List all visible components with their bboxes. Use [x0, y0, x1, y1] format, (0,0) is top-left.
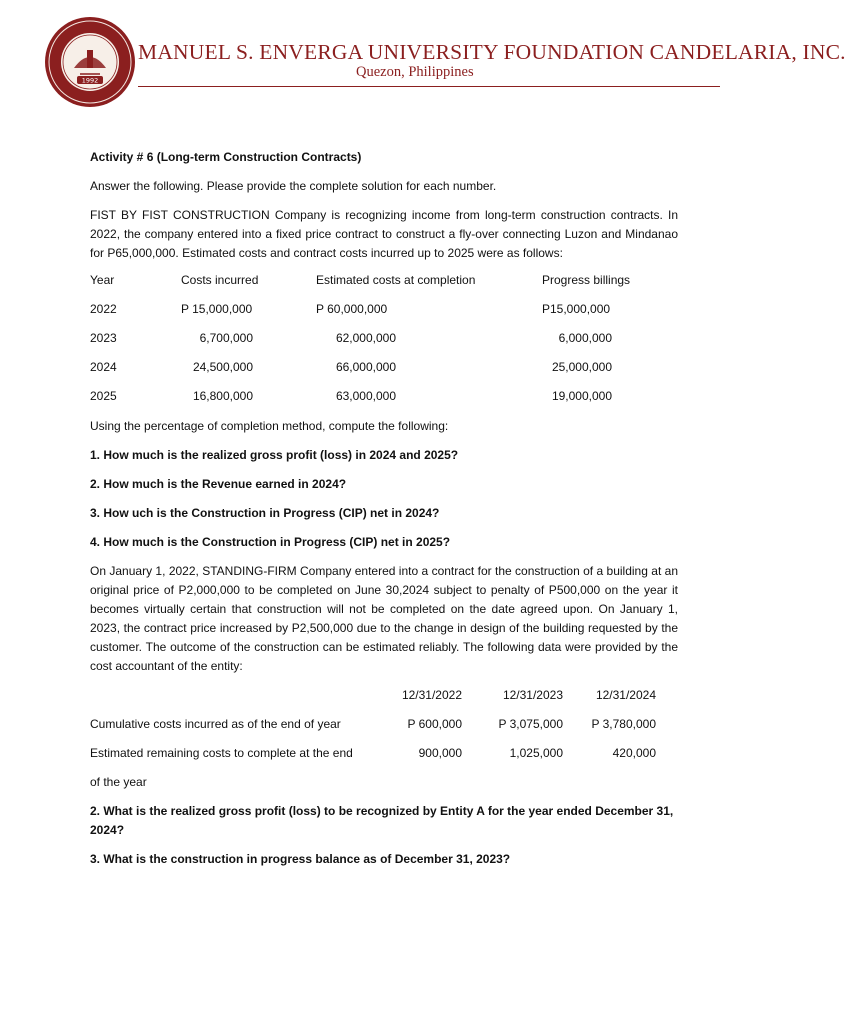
table-row — [90, 387, 678, 416]
table-cell: 63,000,000 — [335, 389, 396, 403]
table-cell: 16,800,000 — [192, 389, 253, 403]
table-cell: 25,000,000 — [551, 360, 612, 374]
table-cell: 19,000,000 — [551, 389, 612, 403]
question-1: 1. How much is the realized gross profit (loss) in 2024 and 2025? — [90, 448, 459, 462]
row-label-continuation: of the year — [90, 775, 147, 789]
column-header: 12/31/2024 — [595, 688, 656, 702]
letterhead — [0, 0, 846, 110]
column-header: Estimated costs at completion — [316, 273, 476, 287]
table-cell: 1,025,000 — [509, 746, 563, 760]
table-cell: P 15,000,000 — [181, 302, 253, 316]
table-cell: 900,000 — [418, 746, 462, 760]
activity-title: Activity # 6 (Long-term Construction Contracts) — [90, 150, 362, 164]
question-3: 3. How uch is the Construction in Progress (CIP) net in 2024? — [90, 506, 440, 520]
table-row — [90, 300, 678, 329]
instruction-text: Answer the following. Please provide the complete solution for each number. — [90, 179, 497, 193]
column-header: Costs incurred — [181, 273, 259, 287]
university-seal-logo — [44, 16, 136, 108]
header-divider — [138, 86, 720, 87]
table-row — [90, 744, 678, 773]
svg-text:1992: 1992 — [81, 76, 99, 85]
table-cell: 6,700,000 — [199, 331, 253, 345]
table-cell: P 3,780,000 — [591, 717, 656, 731]
table-cell: 2025 — [90, 389, 117, 403]
question-3b: 3. What is the construction in progress balance as of December 31, 2023? — [90, 852, 511, 866]
table-row — [90, 358, 678, 387]
table-cell: P 60,000,000 — [316, 302, 388, 316]
table-cell: 2023 — [90, 331, 117, 345]
column-header: 12/31/2023 — [502, 688, 563, 702]
table-header-row — [90, 686, 678, 715]
table-cell: 420,000 — [612, 746, 656, 760]
problem1-intro: FIST BY FIST CONSTRUCTION Company is recognizing income from long-term construction contracts. In 2022, the company entered into a fixed price contract to construct a fly-over connecting Luzon and Mindanao for P65,000,000. Estimated costs and contract costs incurred up to 2025 were as follows: — [90, 208, 678, 260]
table-cell: 66,000,000 — [335, 360, 396, 374]
cost-data-table — [90, 686, 678, 802]
table-cell: P 600,000 — [407, 717, 462, 731]
table-cell: 24,500,000 — [192, 360, 253, 374]
question-2b: 2. What is the realized gross profit (loss) to be recognized by Entity A for the year ended December 31, 2024? — [90, 804, 674, 837]
question-4: 4. How much is the Construction in Progress (CIP) net in 2025? — [90, 535, 451, 549]
table-row — [90, 715, 678, 744]
table-cell: P 3,075,000 — [498, 717, 563, 731]
method-prompt: Using the percentage of completion method, compute the following: — [90, 419, 449, 433]
table-row — [90, 773, 678, 802]
university-name: MANUEL S. ENVERGA UNIVERSITY FOUNDATION CANDELARIA, INC. — [138, 40, 846, 64]
table-cell: 6,000,000 — [558, 331, 612, 345]
costs-table — [90, 271, 678, 416]
column-header: Progress billings — [542, 273, 631, 287]
question-2: 2. How much is the Revenue earned in 2024? — [90, 477, 347, 491]
table-cell: 2022 — [90, 302, 117, 316]
table-cell: 62,000,000 — [335, 331, 396, 345]
table-header-row — [90, 271, 678, 300]
row-label: Estimated remaining costs to complete at the end — [90, 746, 353, 760]
table-cell: P15,000,000 — [542, 302, 611, 316]
activity-document — [90, 148, 678, 869]
table-row — [90, 329, 678, 358]
row-label: Cumulative costs incurred as of the end of year — [90, 717, 341, 731]
column-header: Year — [90, 273, 115, 287]
table-cell: 2024 — [90, 360, 117, 374]
university-location: Quezon, Philippines — [356, 64, 474, 80]
column-header: 12/31/2022 — [401, 688, 462, 702]
problem2-intro: On January 1, 2022, STANDING-FIRM Company entered into a contract for the construction of a building at an original price of P2,000,000 to be completed on June 30,2024 subject to penalty of P500,000 on the year it becomes virtually certain that construction will not be completed on the date agreed upon. On January 1, 2023, the contract price increased by P2,500,000 due to the change in design of the building requested by the customer. The outcome of the construction can be estimated reliably. The following data were provided by the cost accountant of the entity: — [90, 564, 678, 673]
